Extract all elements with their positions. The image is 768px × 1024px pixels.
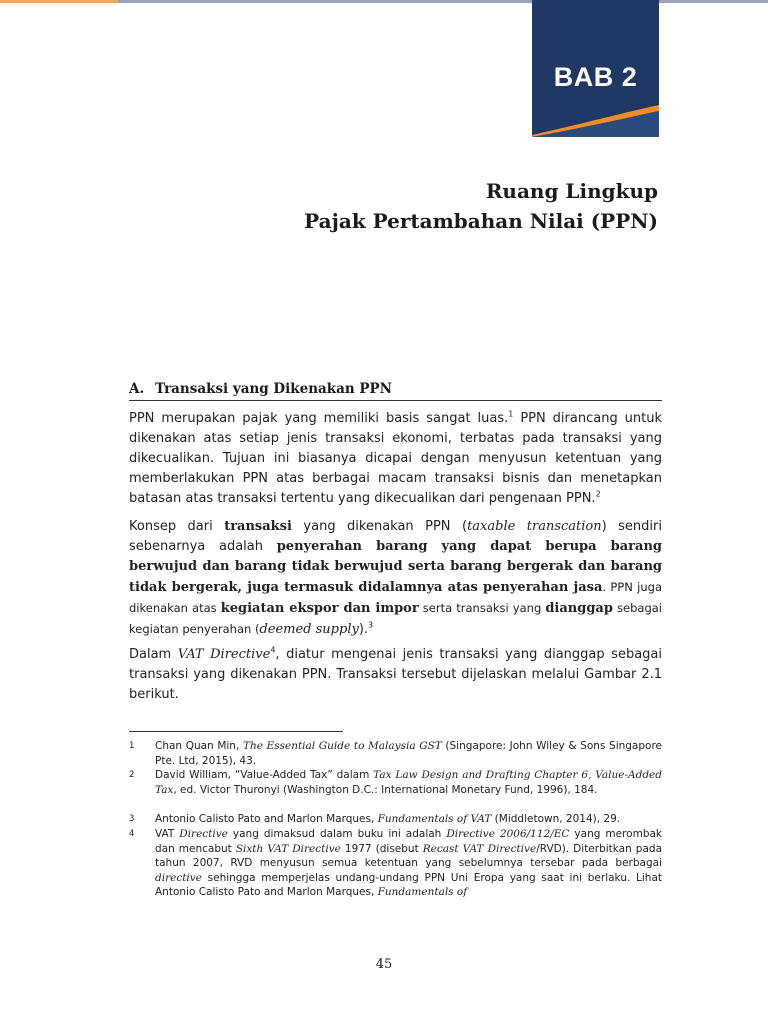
page-number: 45 <box>375 957 393 972</box>
chapter-title-line2: Pajak Pertambahan Nilai (PPN) <box>304 209 658 233</box>
paragraph-1 <box>129 409 662 509</box>
section-number: A. <box>129 381 145 397</box>
paragraph-3 <box>129 645 662 705</box>
bold-text: transaksi <box>224 519 292 534</box>
paragraph-2 <box>129 517 662 640</box>
text: Konsep dari <box>129 519 225 534</box>
text: PPN merupakan pajak yang memiliki basis sangat luas. <box>129 411 509 426</box>
text: Chan Quan Min, <box>155 740 243 752</box>
section-heading <box>129 381 662 401</box>
italic-text: taxable transcation <box>467 519 602 534</box>
chapter-label: BAB 2 <box>553 62 638 92</box>
footnote-3 <box>129 812 662 827</box>
footnote-1 <box>129 739 662 768</box>
footnote-2 <box>129 768 662 797</box>
footnote-divider <box>129 731 343 732</box>
chapter-badge <box>532 0 659 137</box>
chapter-swoosh-graphic <box>532 95 659 137</box>
text: David William, “Value-Added Tax” dalam <box>155 769 374 781</box>
text: Dalam <box>129 647 178 662</box>
text: 1977 (disebut <box>340 842 423 855</box>
text: , diatur mengenai jenis transaksi yang dianggap sebagai transaksi yang dikenakan PPN. Transaksi tersebut dijelaskan melalui Gambar 2.1 berikut. <box>129 647 662 702</box>
footnote-ref[interactable]: 3 <box>368 620 374 630</box>
text: serta transaksi yang <box>418 601 546 615</box>
text: ). <box>358 622 369 637</box>
text: ) sendiri sebenarnya adalah <box>129 519 662 554</box>
text: . PPN juga dikenakan atas <box>129 580 662 615</box>
section-title: Transaksi yang Dikenakan PPN <box>155 381 393 397</box>
bold-text: kegiatan ekspor dan impor <box>220 601 419 616</box>
italic-text: Fundamentals of VAT <box>377 813 492 825</box>
footnote-ref[interactable]: 1 <box>508 409 514 419</box>
text: Antonio Calisto Pato and Marlon Marques, <box>155 813 378 825</box>
chapter-title-line1: Ruang Lingkup <box>485 179 658 203</box>
footnote-number: 2 <box>129 770 135 780</box>
italic-text: Fundamentals of <box>377 886 468 898</box>
text: yang dimaksud dalam buku ini adalah <box>227 828 447 840</box>
italic-text: Recast VAT Directive <box>422 842 537 855</box>
text: (Singapore: John Wiley & Sons Singapore Pte. Ltd, 2015), 43. <box>155 740 663 767</box>
text: /RVD). Diterbitkan pada tahun 2007, RVD menyusun semua ketentuan yang sebelumnya tersebar pada berbagai <box>155 842 663 869</box>
footnote-number: 4 <box>129 829 135 839</box>
footnote-text <box>129 739 662 768</box>
footnote-text <box>129 768 662 797</box>
text: , ed. Victor Thuronyi (Washington D.C.: International Monetary Fund, 1996), 184. <box>173 783 598 796</box>
italic-text: directive <box>155 871 202 884</box>
top-strip-accent <box>0 0 118 3</box>
text: (Middletown, 2014), 29. <box>491 813 621 825</box>
italic-text: The Essential Guide to Malaysia GST <box>242 740 442 752</box>
text: yang dikenakan PPN ( <box>291 519 468 534</box>
italic-text: Sixth VAT Directive <box>235 842 341 855</box>
bold-text: dianggap <box>545 601 613 616</box>
text: yang merombak dan mencabut <box>155 828 662 855</box>
footnote-text <box>129 827 662 900</box>
italic-text: Tax Law Design and Drafting Chapter 6, Value-Added Tax <box>155 769 662 796</box>
bold-text: penyerahan barang yang dapat berupa barang berwujud dan barang tidak berwujud serta barang bergerak dan barang tidak bergerak, juga termasuk didalamnya atas penyerahan jasa <box>129 539 662 595</box>
text: sebagai kegiatan penyerahan ( <box>129 601 663 636</box>
chapter-title <box>304 176 658 236</box>
footnote-text <box>129 812 662 827</box>
text: VAT <box>155 828 180 840</box>
text: sehingga memperjelas undang-undang PPN Uni Eropa yang saat ini berlaku. Lihat Antonio Calisto Pato and Marlon Marques, <box>155 871 662 898</box>
italic-text: VAT Directive <box>177 647 271 662</box>
italic-text: Directive <box>179 828 228 840</box>
italic-text: Directive 2006/112/EC <box>446 828 570 840</box>
footnote-number: 3 <box>129 814 135 824</box>
footnote-4 <box>129 827 662 900</box>
text: PPN dirancang untuk dikenakan atas setiap jenis transaksi ekonomi, terbatas pada transaksi yang dikecualikan. Tujuan ini biasanya dicapai dengan menyusun ketentuan yang memberlakukan PPN atas berbagai macam transaksi bisnis dan menetapkan batasan atas transaksi tertentu yang dikecualikan dari pengenaan PPN. <box>129 411 663 506</box>
footnote-ref[interactable]: 2 <box>595 489 601 499</box>
italic-text: deemed supply <box>259 622 359 637</box>
footnote-ref[interactable]: 4 <box>270 645 276 655</box>
footnote-number: 1 <box>129 741 135 751</box>
